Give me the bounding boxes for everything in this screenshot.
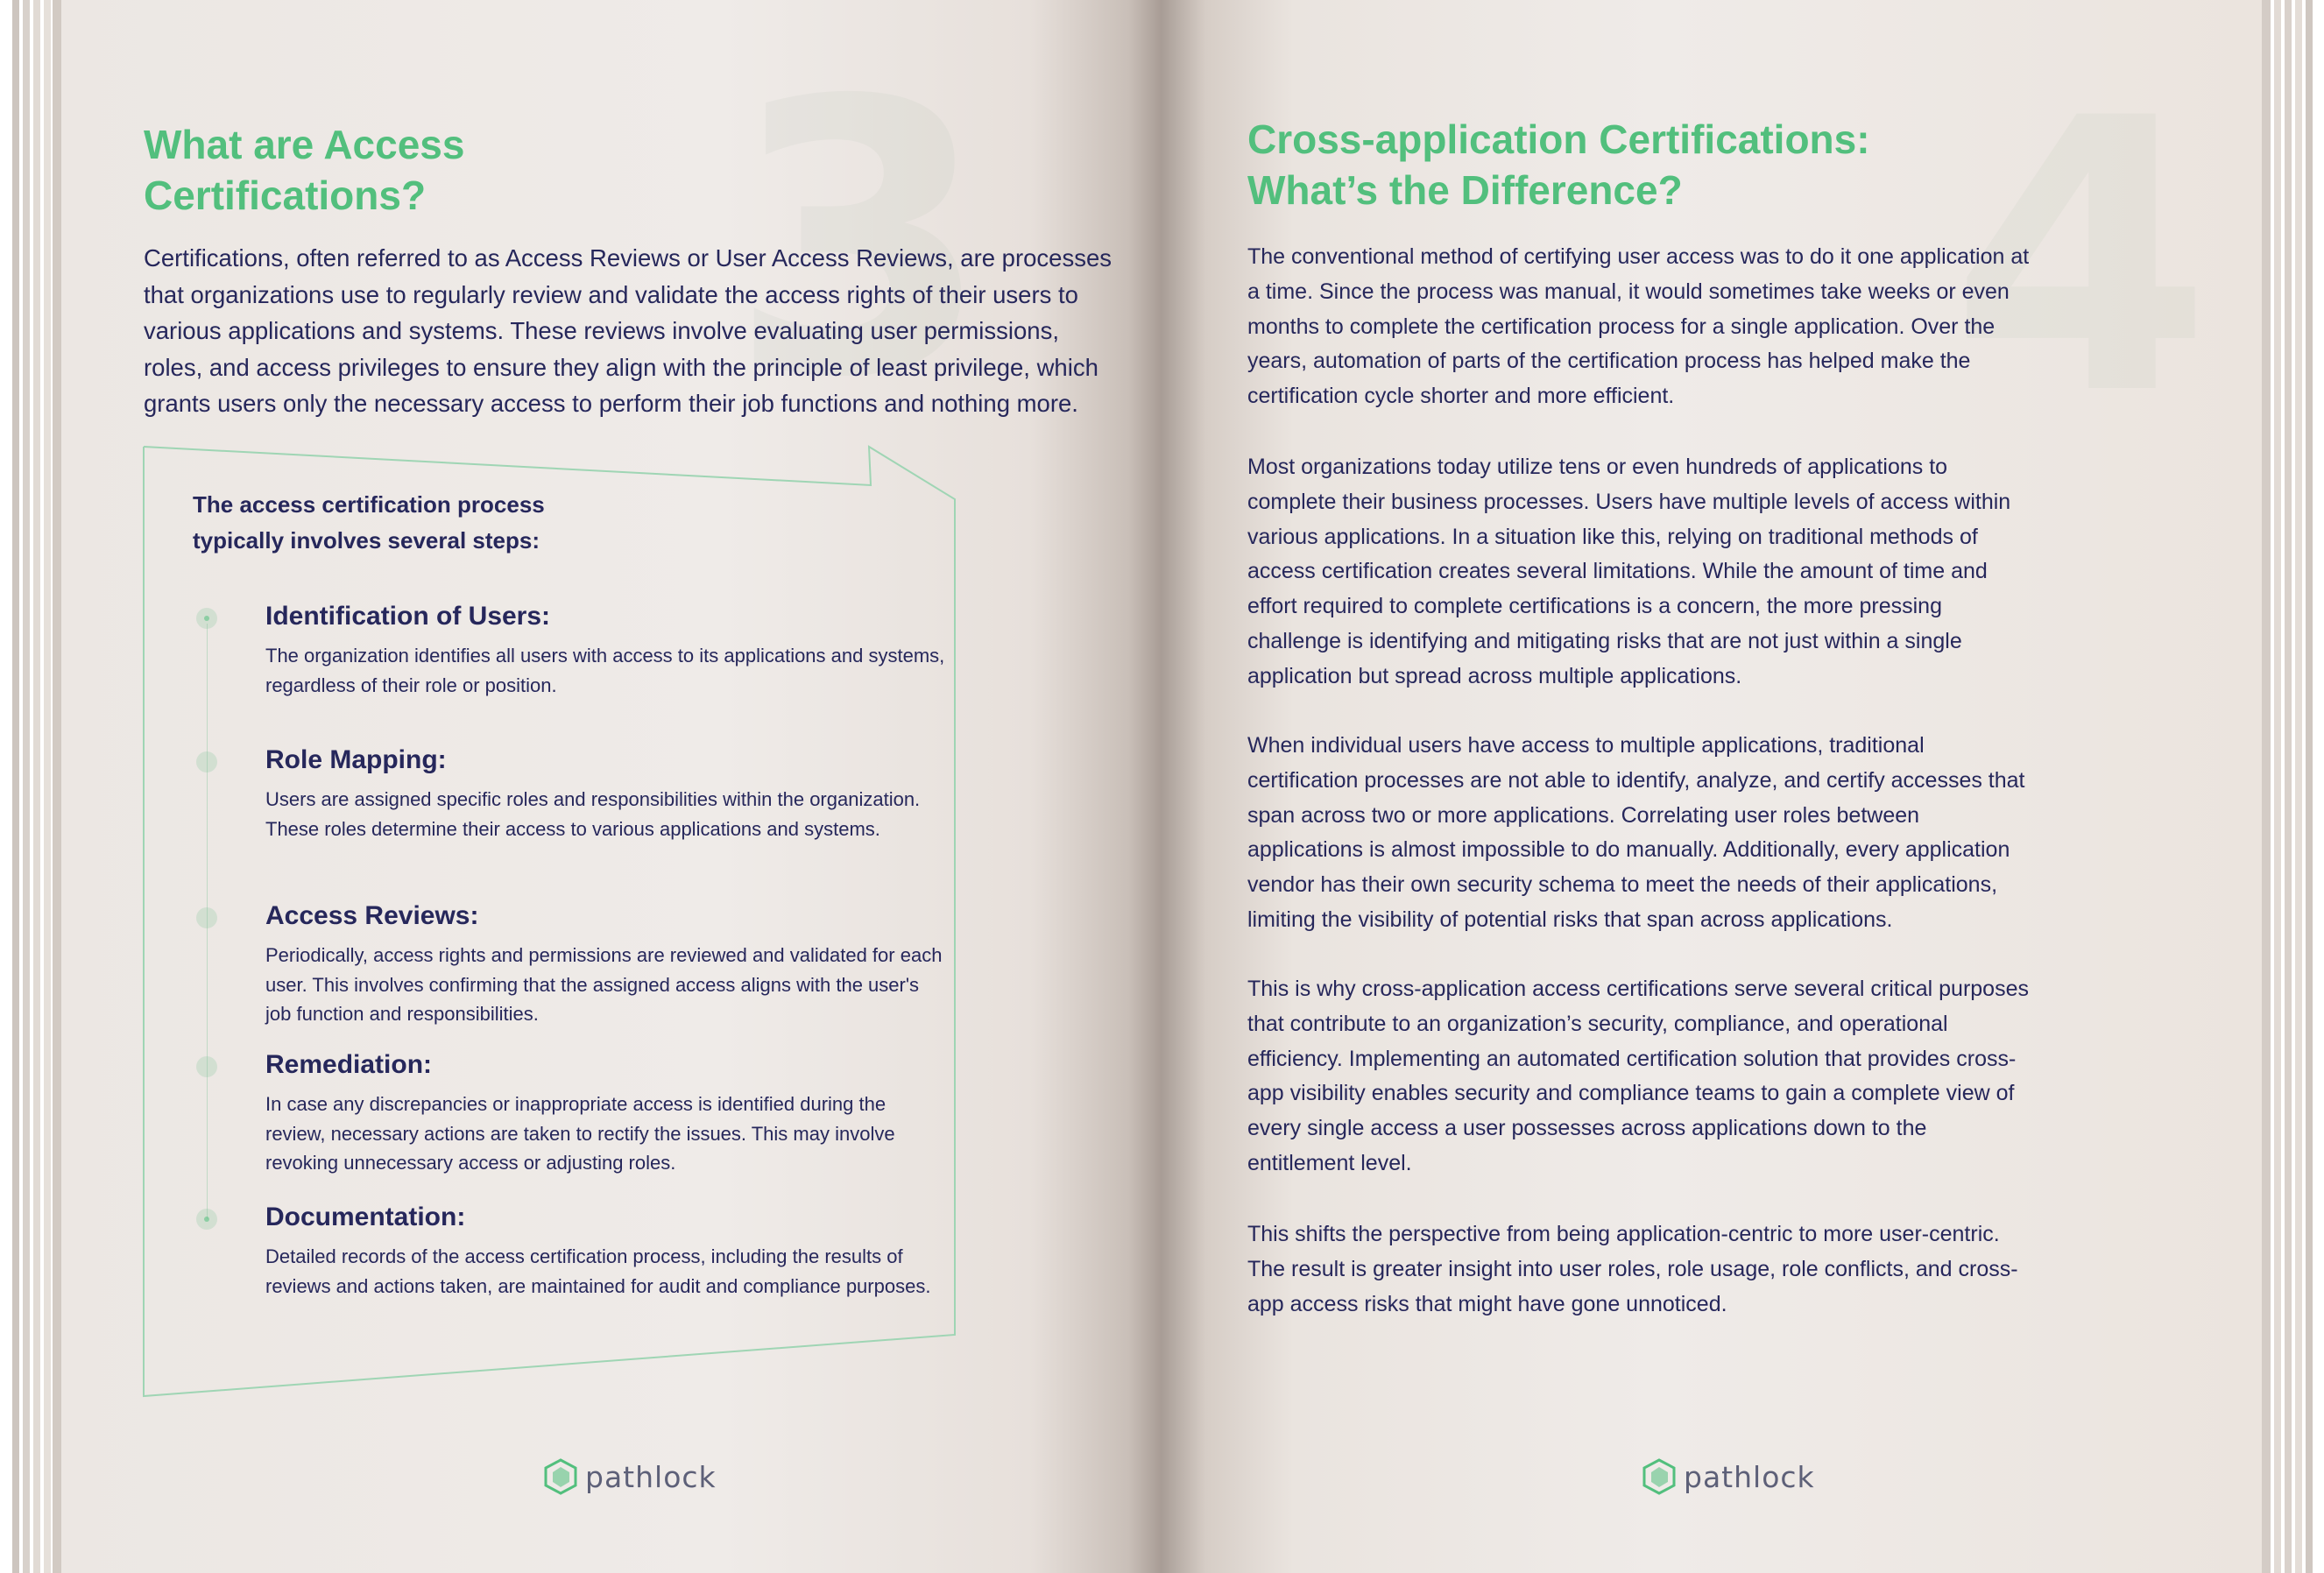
page-title <box>144 119 599 221</box>
step-title: Access Reviews: <box>265 901 479 930</box>
step-description: The organization identifies all users with access to its applications and systems, regardless of their role or position. <box>265 645 945 696</box>
step-title: Role Mapping: <box>265 745 447 774</box>
page-edge <box>2285 0 2292 1573</box>
logo-text: pathlock <box>1684 1459 1815 1494</box>
pathlock-logo <box>543 1457 717 1496</box>
step-title: Documentation: <box>265 1203 466 1231</box>
page-edge <box>2306 0 2313 1573</box>
title-line: What’s the Difference? <box>1247 167 1683 213</box>
step-item <box>265 599 949 700</box>
left-page <box>61 0 1162 1573</box>
step-description: In case any discrepancies or inappropriate access is identified during the review, necessary actions are taken to rectify the issues. This may involve revoking unnecessary access or adjusting roles. <box>265 1093 895 1174</box>
body-paragraph: Most organizations today utilize tens or even hundreds of applications to complete their business processes. Users have multiple levels of access within various applications. In a situation like this, relying on traditional methods of access certification creates several limitations. While the amount of time and effort required to complete certifications is a concern, the more pressing challenge is identifying and mitigating risks that are not just within a single application but spread across multiple applications. <box>1247 455 2011 688</box>
title-line: Cross-application Certifications: <box>1247 116 1870 162</box>
page-edge <box>23 0 30 1573</box>
step-item <box>265 899 949 1029</box>
step-bullet-icon <box>196 907 217 928</box>
watermark-page-number: 4 <box>1950 39 2213 477</box>
page-edge <box>2295 0 2302 1573</box>
title-line: What are Access <box>144 122 465 167</box>
page-edge <box>44 0 51 1573</box>
step-bullet-icon <box>196 1209 217 1230</box>
watermark-page-number: 3 <box>729 22 992 460</box>
body-paragraph: When individual users have access to multiple applications, traditional certification processes are not able to identify, analyze, and certify accesses that span across two or more applications. Correlating user roles between applications is almost impossible to do manually. Additionally, every application vendor has their own security schema to meet the needs of their applications, limiting the visibility of potential risks that span across applications. <box>1247 733 2025 932</box>
step-item <box>265 1047 949 1178</box>
body-paragraph: This shifts the perspective from being application-centric to more user-centric. The result is greater insight into user roles, role usage, role conflicts, and cross-app access risks that might have gone unnoticed. <box>1247 1222 2018 1316</box>
intro-paragraph: Certifications, often referred to as Access Reviews or User Access Reviews, are processes that organizations use to regularly review and validate the access rights of their users to various applications and systems. These reviews involve evaluating user permissions, roles, and access privileges to ensure they align with the principle of least privilege, which grants users only the necessary access to perform their job functions and nothing more. <box>144 244 1113 417</box>
step-item <box>265 1200 949 1301</box>
step-title: Identification of Users: <box>265 602 551 631</box>
body-paragraph: The conventional method of certifying user access was to do it one application at a time. Since the process was manual, it would sometimes take weeks or even months to complete the certification process for a single application. Over the years, automation of parts of the certification process has helped make the certification cycle shorter and more efficient. <box>1247 244 2030 409</box>
logo-text: pathlock <box>585 1459 717 1494</box>
step-bullet-icon <box>196 608 217 629</box>
steps-intro: The access certification process typically involves several steps: <box>193 491 545 554</box>
pathlock-logo-icon <box>1642 1458 1677 1495</box>
step-item <box>265 743 949 843</box>
page-title <box>1247 114 1913 215</box>
page-edge <box>33 0 40 1573</box>
page-edge <box>53 0 61 1573</box>
pathlock-logo-icon <box>543 1458 578 1495</box>
step-bullet-icon <box>196 1056 217 1077</box>
step-description: Users are assigned specific roles and responsibilities within the organization. These roles determine their access to various applications and systems. <box>265 788 921 840</box>
page-edge <box>2262 0 2271 1573</box>
step-description: Detailed records of the access certification process, including the results of reviews and actions taken, are maintained for audit and compliance purposes. <box>265 1245 931 1297</box>
title-line: Certifications? <box>144 173 427 218</box>
pathlock-logo <box>1642 1457 1815 1496</box>
page-edge <box>12 0 19 1573</box>
step-description: Periodically, access rights and permissions are reviewed and validated for each user. This involves confirming that the assigned access aligns with the user's job function and responsibilities. <box>265 944 943 1025</box>
right-page <box>1162 0 2262 1573</box>
body-paragraph: This is why cross-application access certifications serve several critical purposes that contribute to an organization’s security, compliance, and operational efficiency. Implementing an automated certification solution that provides cross-app visibility enables security and compliance teams to gain a complete view of every single access a user possesses across applications down to the entitlement level. <box>1247 977 2029 1175</box>
page-edge <box>2274 0 2281 1573</box>
step-title: Remediation: <box>265 1050 433 1079</box>
step-bullet-icon <box>196 751 217 772</box>
